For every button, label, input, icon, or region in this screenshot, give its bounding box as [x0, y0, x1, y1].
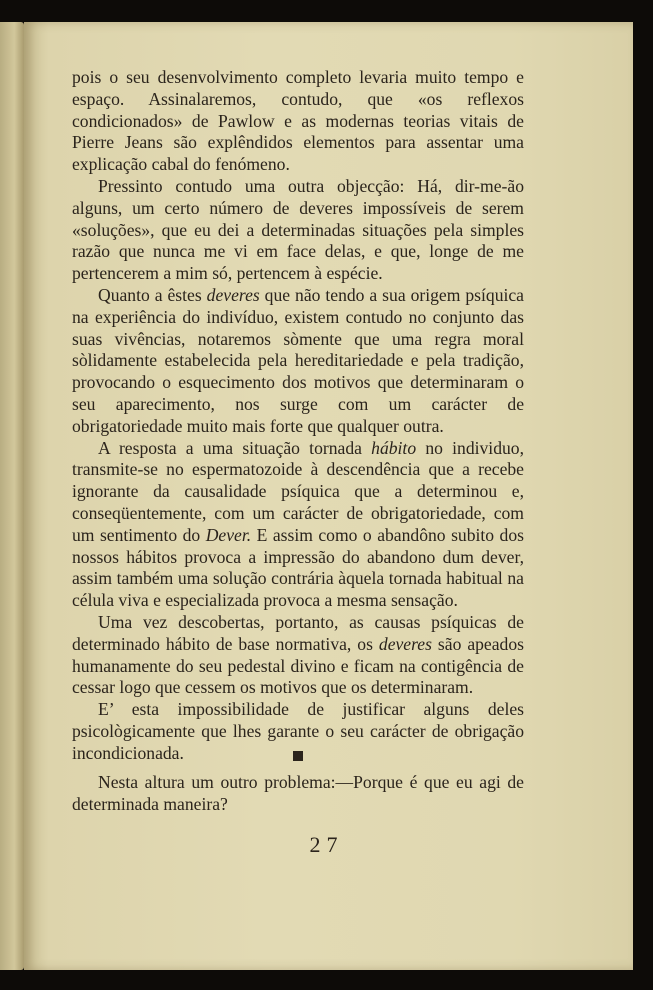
- text-run: Uma vez descobertas, portanto, as causas psíquicas de determinado hábito de base normativa, os: [72, 611, 524, 654]
- italic-text: hábito: [371, 437, 417, 458]
- text-run: no individuo, transmite-se no espermatozoide à descendência que a recebe ignorante da causalidade psíquica que a determinou e, conseqüentemente, com um carácter de obrigatoriedade, com um sentimento do: [72, 437, 524, 545]
- paragraph: [72, 285, 524, 438]
- closing-paragraph-block: [72, 772, 524, 816]
- facing-page-edge: [0, 22, 24, 970]
- text-run: que não tendo a sua origem psíquica na experiência do indivíduo, existem contudo no conjunto das suas vivências, notaremos sòmente que uma regra moral sòlidamente estabelecida pela hereditariedade e pela tradição, provocando o esquecimento dos motivos que determinaram o seu aparecimento, nos surge com um carácter de obrigatoriedade muito mais forte que qualquer outra.: [72, 284, 524, 436]
- paragraph: [72, 612, 524, 699]
- paragraph: [72, 176, 524, 285]
- text-run: Quanto a êstes: [98, 284, 207, 305]
- text-run: são apeados humanamente do seu pedestal divino e ficam na contigência de cessar logo que cessem os motivos que os determinaram.: [72, 633, 524, 698]
- text-run: E assim como o abandôno subito dos nossos hábitos provoca a impressão do abandono dum dever, assim também uma solução contrária àquela tornada habitual na célula viva e especializada provoca a mesma sensação.: [72, 524, 524, 611]
- closing-paragraph: Nesta altura um outro problema:—Porque é que eu agi de determinada maneira?: [72, 772, 524, 814]
- section-separator-square: [293, 751, 303, 761]
- italic-text: deveres: [378, 633, 432, 654]
- page-border: [633, 22, 653, 970]
- body-text: [72, 67, 524, 765]
- page-number: 27: [309, 832, 344, 857]
- text-run: A resposta a uma situação tornada: [98, 437, 372, 458]
- italic-text: Dever.: [205, 524, 252, 545]
- text-run: pois o seu desenvolvimento completo levaria muito tempo e espaço. Assinalaremos, contudo, que «os reflexos condicionados» de Pawlow e as modernas teorias vitais de Pierre Jeans são explêndidos elementos para assentar uma explicação cabal do fenómeno.: [72, 67, 524, 175]
- paragraph: [72, 438, 524, 612]
- text-run: Pressinto contudo uma outra objecção: Há, dir-me-ão alguns, um certo número de deveres impossíveis de serem «soluções», que eu dei a determinadas situações pela simples razão que nunca me vi em face delas, e que, longe de me pertencerem a mim só, pertencem à espécie.: [72, 175, 524, 284]
- paragraph: [72, 67, 524, 176]
- text-run: E’ esta impossibilidade de justificar alguns deles psicològicamente que lhes garante o seu carácter de obrigação incondicionada.: [72, 699, 524, 763]
- italic-text: deveres: [206, 284, 260, 305]
